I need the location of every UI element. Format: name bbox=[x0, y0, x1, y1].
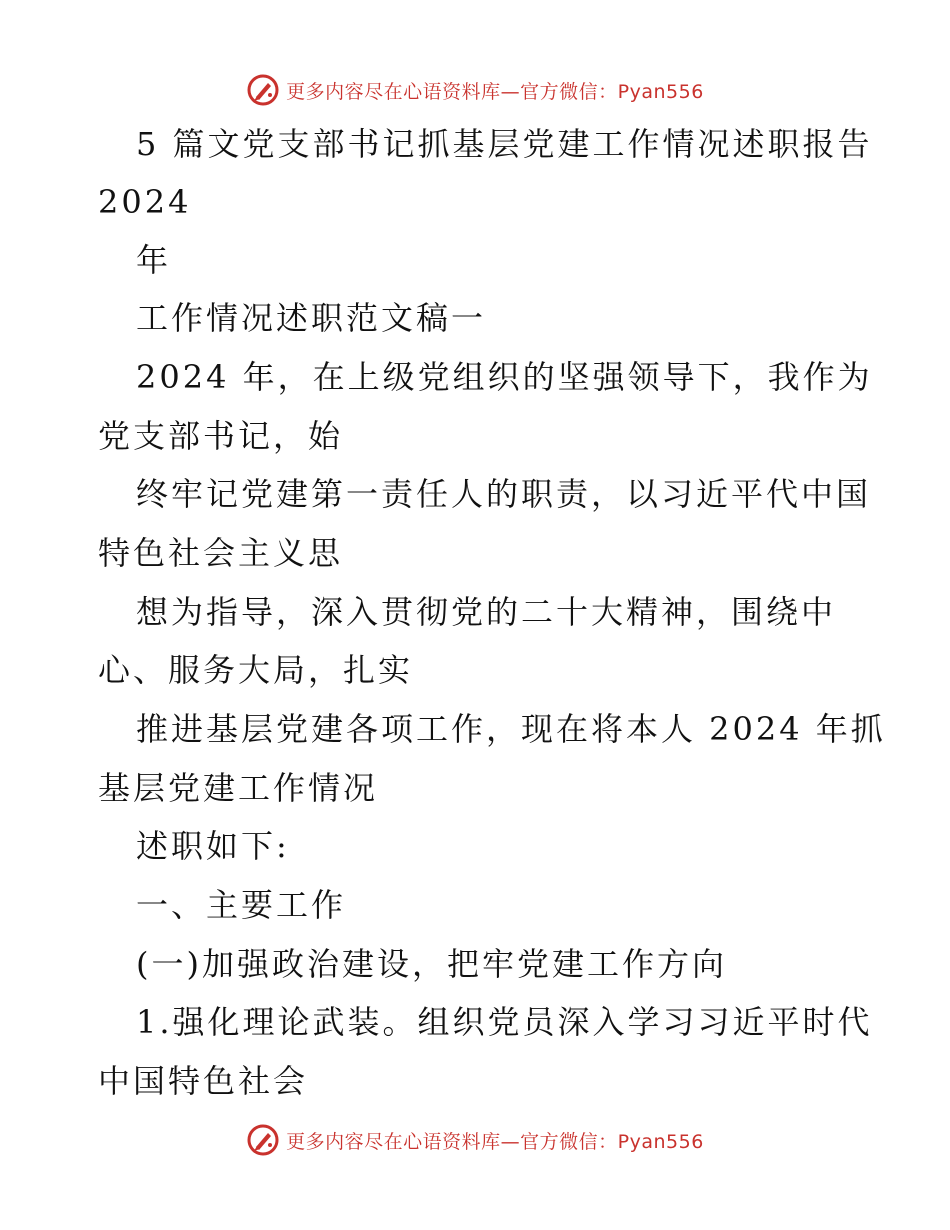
doc-subtitle: 工作情况述职范文稿一 bbox=[136, 299, 487, 337]
header-banner bbox=[0, 70, 950, 110]
doc-paragraph-line: 终牢记党建第一责任人的职责，以习近平代中国 bbox=[136, 475, 872, 513]
doc-title-line: 5 篇文党支部书记抓基层党建工作情况述职报告 bbox=[136, 125, 873, 163]
doc-paragraph-line: 述职如下: bbox=[136, 827, 290, 865]
pen-logo-icon bbox=[246, 1123, 280, 1157]
footer-banner bbox=[0, 1120, 950, 1160]
doc-paragraph-line: 1.强化理论武装。组织党员深入学习习近平时代 bbox=[136, 1003, 873, 1041]
doc-paragraph-line: 基层党建工作情况 bbox=[98, 769, 379, 807]
subsection-heading: (一)加强政治建设，把牢党建工作方向 bbox=[136, 945, 727, 983]
doc-paragraph-line: 推进基层党建各项工作，现在将本人 2024 年抓 bbox=[136, 710, 886, 748]
header-banner-text: 更多内容尽在心语资料库—官方微信：Pyan556 bbox=[286, 80, 704, 103]
doc-title-year: 2024 bbox=[98, 183, 192, 221]
doc-paragraph-line: 中国特色社会 bbox=[98, 1062, 309, 1100]
doc-paragraph-line: 特色社会主义思 bbox=[98, 534, 344, 572]
doc-paragraph-line: 心、服务大局，扎实 bbox=[98, 651, 414, 689]
doc-paragraph-line: 党支部书记，始 bbox=[98, 417, 344, 455]
pen-logo-icon bbox=[246, 73, 280, 107]
footer-banner-text: 更多内容尽在心语资料库—官方微信：Pyan556 bbox=[286, 1130, 704, 1153]
doc-line: 年 bbox=[136, 241, 172, 279]
section-heading: 一、主要工作 bbox=[136, 886, 347, 924]
doc-paragraph-line: 想为指导，深入贯彻党的二十大精神，围绕中 bbox=[136, 593, 837, 631]
doc-paragraph-line: 2024 年，在上级党组织的坚强领导下，我作为 bbox=[136, 358, 873, 396]
